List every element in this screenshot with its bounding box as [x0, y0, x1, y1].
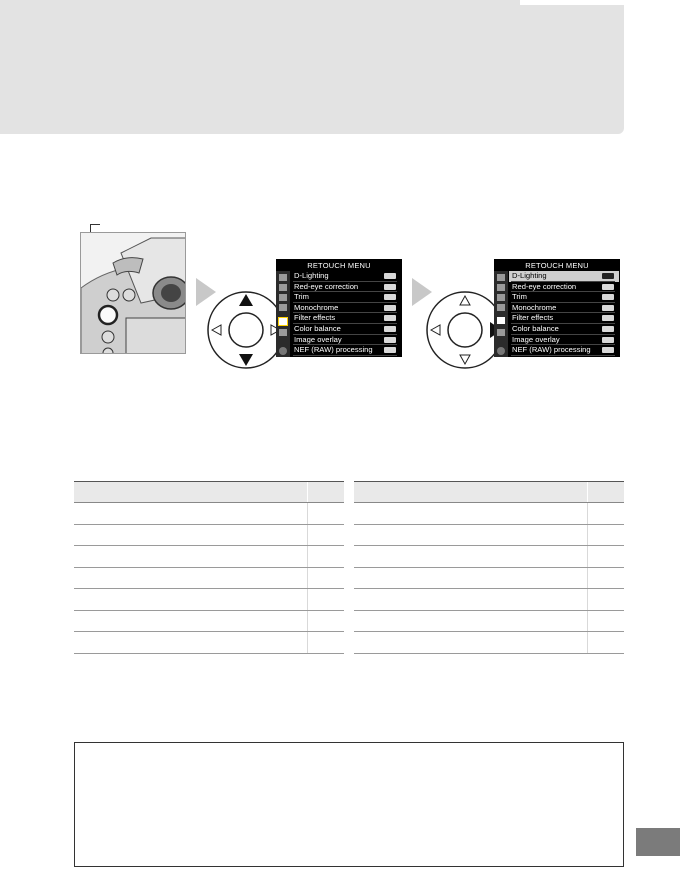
table-row	[74, 611, 344, 633]
retouch-menu-screen-1	[276, 259, 402, 357]
monochrome-icon	[602, 305, 614, 311]
menu-item-nef-raw[interactable]: NEF (RAW) processing	[291, 345, 401, 356]
menu-item-red-eye[interactable]: Red-eye correction	[509, 282, 619, 293]
menu-item-d-lighting[interactable]: D-Lighting	[509, 271, 619, 282]
my-menu-tab-icon	[279, 329, 287, 336]
menu-item-image-overlay[interactable]: Image overlay	[509, 335, 619, 346]
wrench-tab-icon	[279, 304, 287, 311]
d-lighting-icon	[384, 273, 396, 279]
multi-selector-icon	[206, 290, 286, 370]
menu-item-color-balance[interactable]: Color balance	[509, 324, 619, 335]
screen-title: RETOUCH MENU	[307, 261, 371, 270]
menu-item-trim[interactable]: Trim	[291, 292, 401, 303]
menu-item-nef-raw[interactable]: NEF (RAW) processing	[509, 345, 619, 356]
page-tab	[636, 828, 680, 856]
menu-item-red-eye[interactable]: Red-eye correction	[291, 282, 401, 293]
table-row	[74, 589, 344, 611]
camera-tab-icon	[279, 284, 287, 291]
multi-selector-right	[425, 290, 505, 370]
retouch-tab-icon	[497, 317, 505, 324]
filter-icon	[384, 315, 396, 321]
table-row	[74, 546, 344, 568]
my-menu-tab-icon	[497, 329, 505, 336]
menu-item-filter-effects[interactable]: Filter effects	[509, 313, 619, 324]
menu-item-color-balance[interactable]: Color balance	[291, 324, 401, 335]
playback-tab-icon	[497, 274, 505, 281]
header-band	[0, 0, 624, 134]
table-header	[74, 481, 344, 503]
table-row	[74, 525, 344, 547]
d-lighting-icon	[602, 273, 614, 279]
table-row	[74, 632, 344, 654]
table-row	[354, 589, 624, 611]
multi-selector-up-down	[206, 290, 286, 370]
table-row	[354, 546, 624, 568]
menu-tab-column	[494, 271, 508, 357]
color-balance-icon	[384, 326, 396, 332]
monochrome-icon	[384, 305, 396, 311]
screen-title: RETOUCH MENU	[525, 261, 589, 270]
table-row	[354, 611, 624, 633]
playback-tab-icon	[279, 274, 287, 281]
wrench-tab-icon	[497, 304, 505, 311]
table-row	[354, 568, 624, 590]
table-row	[74, 503, 344, 525]
table-row	[74, 568, 344, 590]
menu-item-filter-effects[interactable]: Filter effects	[291, 313, 401, 324]
trim-icon	[384, 294, 396, 300]
options-table-right	[354, 481, 624, 654]
red-eye-icon	[384, 284, 396, 290]
camera-photo	[80, 232, 186, 354]
header-tab	[520, 0, 624, 5]
red-eye-icon	[602, 284, 614, 290]
help-icon	[497, 347, 505, 355]
pencil-tab-icon	[279, 294, 287, 301]
retouch-tab-icon	[278, 317, 288, 326]
nef-raw-icon	[384, 347, 396, 353]
options-table-left	[74, 481, 344, 654]
camera-body-illustration	[81, 233, 186, 354]
image-overlay-icon	[602, 337, 614, 343]
help-icon	[279, 347, 287, 355]
menu-item-image-overlay[interactable]: Image overlay	[291, 335, 401, 346]
table-header	[354, 481, 624, 503]
menu-item-monochrome[interactable]: Monochrome	[291, 303, 401, 314]
menu-item-d-lighting[interactable]: D-Lighting	[291, 271, 401, 282]
retouch-menu-screen-2	[494, 259, 620, 357]
menu-list	[291, 271, 401, 356]
callout-tick	[90, 224, 100, 225]
color-balance-icon	[602, 326, 614, 332]
trim-icon	[602, 294, 614, 300]
image-overlay-icon	[384, 337, 396, 343]
table-row	[354, 632, 624, 654]
nef-raw-icon	[602, 347, 614, 353]
multi-selector-icon	[425, 290, 505, 370]
table-row	[354, 525, 624, 547]
table-row	[354, 503, 624, 525]
menu-item-monochrome[interactable]: Monochrome	[509, 303, 619, 314]
menu-item-trim[interactable]: Trim	[509, 292, 619, 303]
filter-icon	[602, 315, 614, 321]
menu-tab-column	[276, 271, 290, 357]
pencil-tab-icon	[497, 294, 505, 301]
note-box	[74, 742, 624, 867]
menu-list	[509, 271, 619, 356]
camera-tab-icon	[497, 284, 505, 291]
